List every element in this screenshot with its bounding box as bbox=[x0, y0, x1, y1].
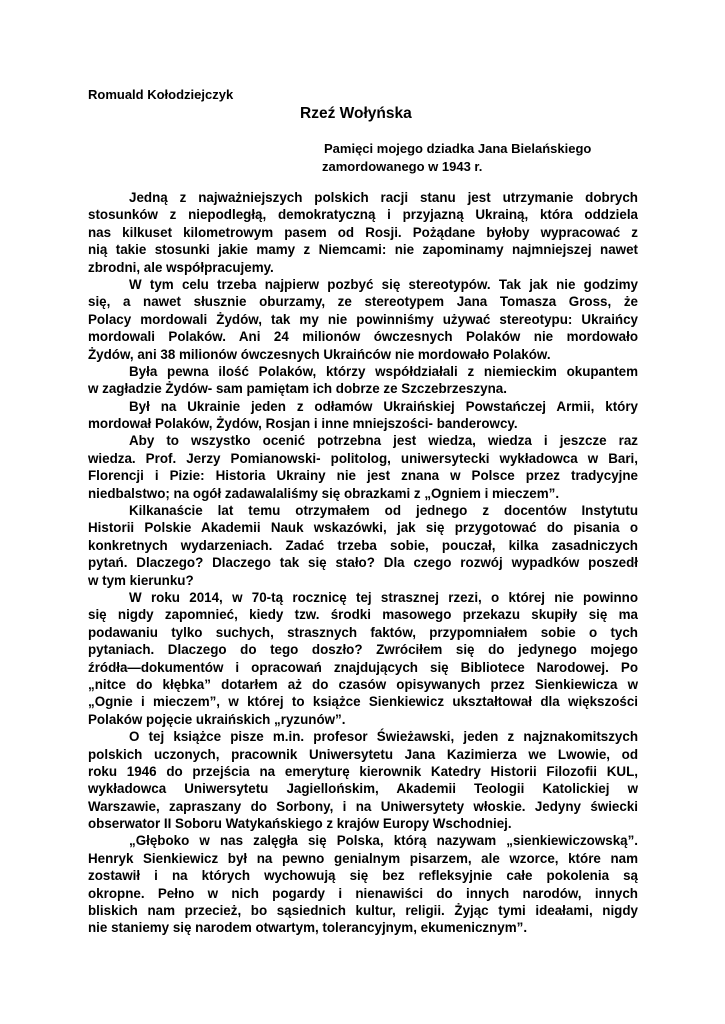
text-line: Aby to wszystko ocenić potrzebna jest wiedza, wiedza i jeszcze raz bbox=[129, 433, 638, 449]
text-line: niedbalstwo; na ogół zadawalaliśmy się obrazkami z „Ogniem i mieczem”. bbox=[88, 485, 560, 501]
text-line: Polacy mordowali Żydów, tak my nie powinniśmy używać stereotypu: Ukraińcy bbox=[88, 311, 638, 327]
text-line: się, a nawet słusznie oburzamy, ze stereotypem Jana Tomasza Gross, że bbox=[88, 294, 638, 310]
text-line: „nitce do kłębka” dotarłem aż do czasów opisywanych przez Sienkiewicza w bbox=[88, 676, 638, 692]
text-line: pytań. Dlaczego? Dlaczego tak się stało? Dla czego rozwój wypadków poszedł bbox=[88, 555, 638, 571]
text-line: roku 1946 do przejścia na emeryturę kierownik Katedry Historii Filozofii KUL, bbox=[88, 763, 638, 779]
text-line: Henryk Sienkiewicz był na pewno genialnym pisarzem, ale wzorce, które nam bbox=[88, 850, 638, 866]
author-name: Romuald Kołodziejczyk bbox=[88, 87, 234, 102]
text-line: Jedną z najważniejszych polskich racji stanu jest utrzymanie dobrych bbox=[129, 190, 638, 205]
dedication bbox=[322, 140, 591, 176]
text-line: Historii Polskie Akademii Nauk wskazówki, jak się przygotować do pisania o bbox=[88, 520, 638, 536]
text-line: mordowali Polaków. Ani 24 milionów ówczesnych Polaków nie mordowało bbox=[88, 329, 638, 345]
text-line: w tym kierunku? bbox=[88, 572, 194, 588]
text-line: bliskich nam przecież, bo sąsiednich kultur, religii. Żyjąc tymi ideałami, nigdy bbox=[88, 903, 638, 919]
text-line: się nigdy zapomnieć, kiedy tzw. środki masowego przekazu skupiły się ma bbox=[88, 607, 638, 623]
text-line: Warszawie, zapraszany do Sorbony, i na Uniwersytety włoskie. Jedyny świecki bbox=[88, 798, 638, 814]
text-line: Florencji i Pizie: Historia Ukrainy nie jest znana w Polsce przez tradycyjne bbox=[88, 468, 638, 484]
text-line: Był na Ukrainie jeden z odłamów Ukraińskiej Powstańczej Armii, który bbox=[129, 398, 638, 414]
text-line: nie staniemy się narodem otwartym, tolerancyjnym, ekumenicznym”. bbox=[88, 920, 528, 936]
text-line: okropne. Pełno w nich pogardy i nienawiści do innych narodów, innych bbox=[88, 885, 638, 901]
text-line: zostawił i na których wychowują się bez refleksyjnie całe pokolenia są bbox=[88, 868, 638, 884]
dedication-line: Pamięci mojego dziadka Jana Bielańskiego bbox=[324, 141, 592, 156]
text-line: polskich uczonych, pracownik Uniwersytetu Jana Kazimierza we Lwowie, od bbox=[88, 746, 638, 762]
text-line: wiedza. Prof. Jerzy Pomianowski- politolog, uniwersytecki wykładowca w Bari, bbox=[88, 450, 638, 466]
text-line: Polaków pojęcie ukraińskich „ryzunów”. bbox=[88, 711, 346, 727]
text-line: Była pewna ilość Polaków, którzy współdziałali z niemieckim okupantem bbox=[129, 363, 638, 379]
text-line: Żydów, ani 38 milionów ówczesnych Ukraińców nie mordowało Polaków. bbox=[88, 346, 551, 362]
text-line: w zagładzie Żydów- sam pamiętam ich dobrze ze Szczebrzeszyna. bbox=[88, 381, 507, 397]
body-text bbox=[88, 189, 638, 937]
text-line: mordował Polaków, Żydów, Rosjan i inne mniejszości- banderowcy. bbox=[88, 416, 518, 432]
text-line: stosunków z niepodległą, demokratyczną i przyjazną Ukrainą, która oddziela bbox=[88, 207, 638, 223]
text-line: obserwator II Soboru Watykańskiego z krajów Europy Wschodniej. bbox=[88, 816, 512, 832]
text-line: zbrodni, ale współpracujemy. bbox=[88, 259, 274, 275]
text-line: „Głęboko w nas zalęgła się Polska, którą nazywam „sienkiewiczowską”. bbox=[129, 833, 638, 849]
text-line: źródła—dokumentów i opracowań znajdujących się Bibliotece Narodowej. Po bbox=[88, 659, 638, 675]
text-line: nią takie stosunki jakie mamy z Niemcami: nie zapominamy najmniejszej nawet bbox=[88, 242, 638, 258]
text-line: Kilkanaście lat temu otrzymałem od jednego z docentów Instytutu bbox=[129, 503, 638, 519]
dedication-line: zamordowanego w 1943 r. bbox=[322, 159, 483, 174]
text-line: podawaniu tylko suchych, strasznych faktów, przypomniałem sobie o tych bbox=[88, 624, 638, 640]
text-line: konkretnych wydarzeniach. Zadać trzeba sobie, pouczał, kilka zasadniczych bbox=[88, 537, 638, 553]
text-line: nas kilkuset kilometrowym pasem od Rosji. Pożądane byłoby wypracować z bbox=[88, 224, 638, 240]
text-line: W tym celu trzeba najpierw pozbyć się stereotypów. Tak jak nie godzimy bbox=[129, 276, 638, 292]
text-line: O tej książce pisze m.in. profesor Świeżawski, jeden z najznakomitszych bbox=[129, 729, 638, 745]
text-line: „Ognie i mieczem”, w której to książce Sienkiewicz ukształtował dla większości bbox=[88, 694, 638, 710]
document-title: Rzeź Wołyńska bbox=[300, 105, 412, 122]
text-line: W roku 2014, w 70-tą rocznicę tej strasznej rzezi, o której nie powinno bbox=[129, 589, 638, 605]
text-line: wykładowca Uniwersytetu Jagiellońskim, Akademii Teologii Katolickiej w bbox=[88, 781, 638, 797]
text-line: pytaniach. Dlaczego do tego doszło? Zwróciłem się do jedynego mojego bbox=[88, 642, 638, 658]
